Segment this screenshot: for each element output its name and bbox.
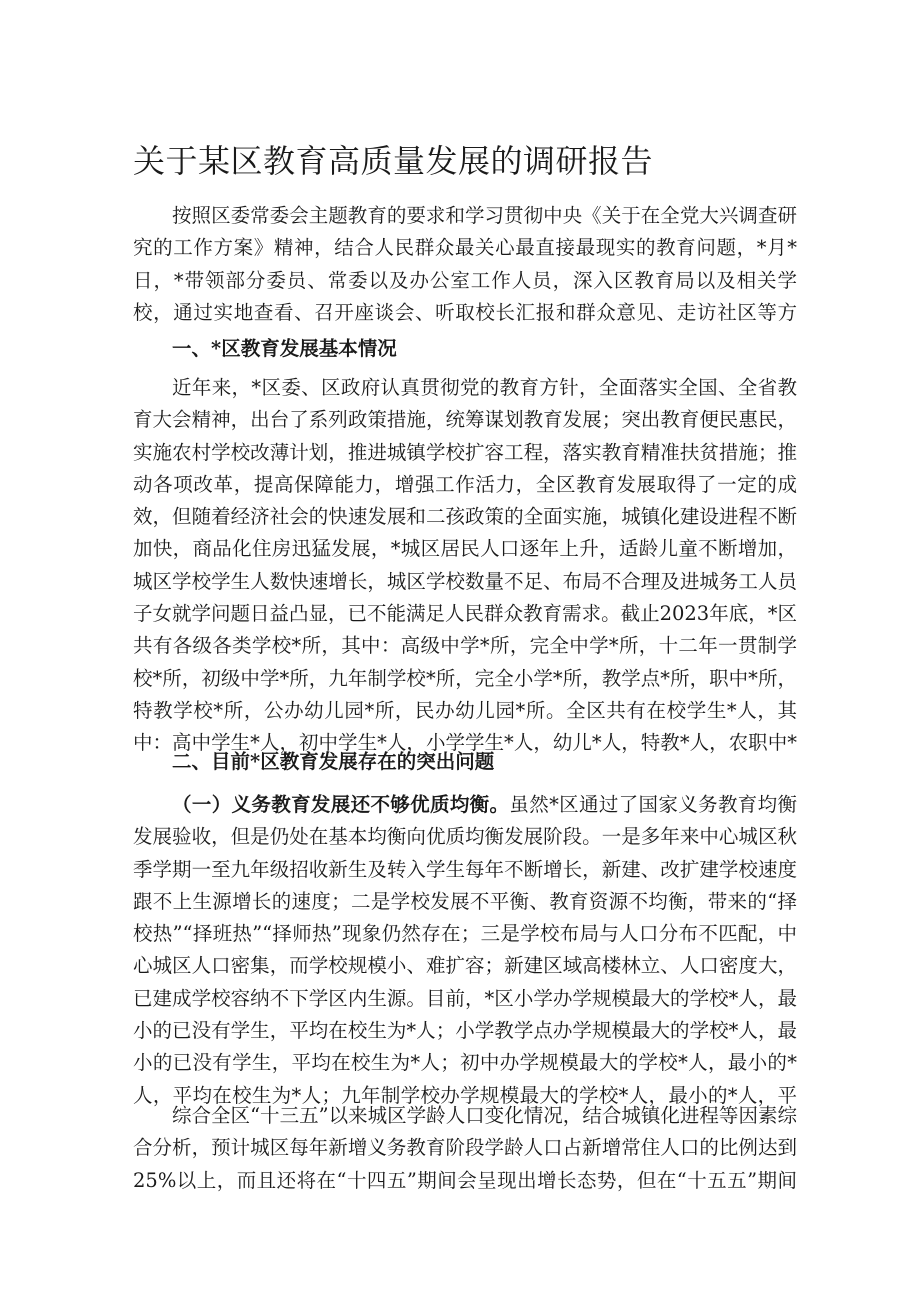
- page-title: 关于某区教育高质量发展的调研报告: [133, 142, 654, 180]
- subsection-1-lead: （一）义务教育发展还不够优质均衡。: [172, 793, 510, 816]
- subsection-1-text: 虽然*区通过了国家义务教育均衡发展验收，但是仍处在基本均衡向优质均衡发展阶段。一是多年来中心城区秋季学期一至九年级招收新生及转入学生每年不断增长，新建、改扩建学校速度跟不上生源增长的速度；二是学校发展不平衡、教育资源不均衡，带来的“择校热”“择班热”“择师热”现象仍然存在；三是学校布局与人口分布不匹配，中心城区人口密集，而学校规模小、难扩容；新建区域高楼林立、人口密度大，已建成学校容纳不下学区内生源。目前，*区小学办学规模最大的学校*人，最小的已没有学生，平均在校生为*人；小学教学点办学规模最大的学校*人，最小的已没有学生，平均在校生为*人；初中办学规模最大的学校*人，最小的*人，平均在校生为*人；九年制学校办学规模最大的学校*人，最小的*人，平: [133, 793, 797, 1107]
- section-1-heading: 一、*区教育发展基本情况: [172, 337, 397, 360]
- subsection-1-paragraph: [133, 789, 797, 1115]
- section-2-paragraph-2: 综合全区“十三五”以来城区学龄人口变化情况，结合城镇化进程等因素综合分析，预计城区每年新增义务教育阶段学龄人口占新增常住人口的比例达到25%以上，而且还将在“十四五”期间会呈现出增长态势，但在“十五五”期间: [133, 1104, 797, 1192]
- intro-paragraph: 按照区委常委会主题教育的要求和学习贯彻中央《关于在全党大兴调查研究的工作方案》精神，结合人民群众最关心最直接最现实的教育问题，*月*日，*带领部分委员、常委以及办公室工作人员，深入区教育局以及相关学校，通过实地查看、召开座谈会、听取校长汇报和群众意见、走访社区等方: [133, 204, 797, 324]
- section-1-paragraph: 近年来，*区委、区政府认真贯彻党的教育方针，全面落实全国、全省教育大会精神，出台了系列政策措施，统筹谋划教育发展；突出教育便民惠民，实施农村学校改薄计划，推进城镇学校扩容工程，落实教育精准扶贫措施；推动各项改革，提高保障能力，增强工作活力，全区教育发展取得了一定的成效，但随着经济社会的快速发展和二孩政策的全面实施，城镇化建设进程不断加快，商品化住房迅猛发展，*城区居民人口逐年上升，适龄儿童不断增加，城区学校学生人数快速增长，城区学校数量不足、布局不合理及进城务工人员子女就学问题日益凸显，已不能满足人民群众教育需求。截止2023年底，*区共有各级各类学校*所，其中：高级中学*所，完全中学*所，十二年一贯制学校*所，初级中学*所，九年制学校*所，完全小学*所，教学点*所，职中*所，特教学校*所，公办幼儿园*所，民办幼儿园*所。全区共有在校学生*人，其中：高中学生*人，初中学生*人，小学学生*人，幼儿*人，特教*人，农职中*: [133, 376, 797, 755]
- section-2-heading: 二、目前*区教育发展存在的突出问题: [172, 750, 495, 773]
